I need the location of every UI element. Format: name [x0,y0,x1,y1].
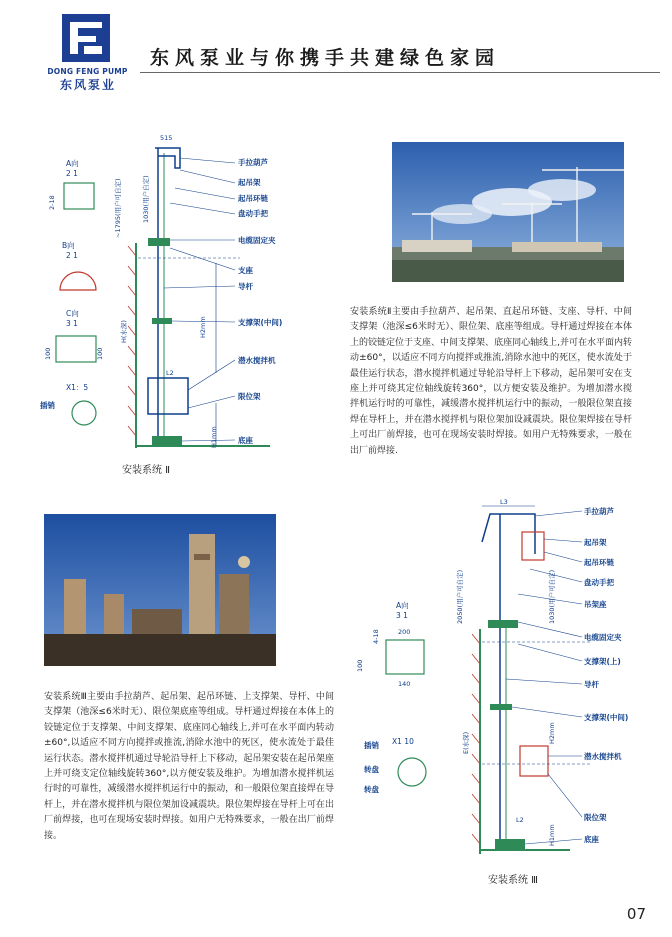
label-lifting-chain: 起吊环链 [238,194,268,203]
dim-h2: H2mm [548,722,556,744]
dim-200: 200 [398,628,411,636]
dim-height-total: ~1795(用户可自定) [114,178,122,238]
dim-l3: L3 [500,498,508,506]
brand-name-cn: 东风泵业 [59,78,116,92]
header-divider [140,72,660,73]
industrial-plant-photo [44,514,276,666]
label-turn-handle: 盘动手把 [238,209,268,218]
view-a: A向 [66,159,79,168]
label-lifting-chain: 起吊环链 [584,558,614,567]
label-mixer: 潜水搅拌机 [238,356,276,365]
label-frame-seat: 吊架座 [584,600,607,609]
brand-name-en: DONG FENG PUMP [47,67,128,76]
view-b: B向 [62,241,75,250]
view-c: C向 [66,309,79,318]
label-cable-clamp: 电缆固定夹 [238,236,276,245]
label-middle-support: 支撑架(中间) [584,713,629,722]
page-slogan: 东风泵业与你携手共建绿色家园 [150,47,501,69]
view-x1: X1 10 [392,737,414,746]
dim-2-18: 2-18 [48,195,56,210]
installation-system-3-drawing [350,494,650,868]
system-2-caption: 安装系统 Ⅱ [122,465,171,476]
dim-c-100b: 100 [96,347,104,360]
label-upper-support: 支撑架(上) [584,657,621,666]
view-b-scale: 2 1 [66,251,78,260]
label-bottom-base: 底座 [238,436,253,445]
system-3-caption: 安装系统 Ⅲ [488,875,539,886]
dim-water-depth: E(水深) [462,731,470,754]
label-guide-rod: 导杆 [238,282,253,291]
label-lifting-frame: 起吊架 [238,178,261,187]
label-hand-hoist: 手拉葫芦 [238,158,268,167]
label-mixer: 潜水搅拌机 [584,752,622,761]
dim-515: 515 [160,134,173,142]
label-limit-frame: 限位架 [584,813,607,822]
label-lifting-frame: 起吊架 [584,538,607,547]
label-guide-rod: 导杆 [584,680,599,689]
dim-1030: 1030(用户可自定) [548,569,556,624]
dim-water-depth: H(水深) [120,320,128,343]
dim-100: 100 [356,659,364,672]
view-a: A向 [396,601,409,610]
label-bottom-base: 底座 [584,835,599,844]
construction-site-photo [392,142,624,282]
label-turn-handle: 盘动手把 [584,578,614,587]
view-x1: X1：5 [66,383,89,392]
label-pin: 插销 [40,401,55,410]
dim-l2: L2 [516,816,524,824]
dim-h2: H2mm [199,316,207,338]
label-limit-frame: 限位架 [238,392,261,401]
installation-system-2-drawing [40,128,340,458]
dim-h1: H1mm [548,824,556,846]
label-hand-hoist: 手拉葫芦 [584,507,614,516]
label-pin: 插销 [364,741,379,750]
wall-hatch [128,246,136,436]
dim-1030: 1030(用户自定) [142,175,150,223]
system-3-description: 安装系统Ⅲ主要由手拉葫芦、起吊架、起吊环链、上支撑架、导杆、中间支撑架（池深≤6米时无）、限位架底座等组成。导杆通过焊接在本体上的铰链定位于支撑架、中间支撑架、底座同心轴线上,并可在水平面内转动±60°,以适应不同方向搅拌或推流,消除水池中的死区，使水流处于最佳运行状态。潜水搅拌机通过导轮沿导杆上下移动，起吊架安装在起吊架座上并可绕支定位轴线旋转360°,以方便安装及维护。为增加潜水搅拌机运行时的可靠性，减缓潜水搅拌机运行中的振动，和一般限位架直接焊在导杆上，并在潜水搅拌机与限位架加设减震块。限位架焊接在导杆上可在出厂前焊接，也可在现场安装时焊接。如用户无特殊要求，一般在出厂前焊接。 [44,692,334,841]
dim-140: 140 [398,680,411,688]
page-number: 07 [626,905,646,923]
view-a-scale: 3 1 [396,611,408,620]
dim-4-18: 4-18 [372,629,380,644]
system-2-description: 安装系统Ⅱ主要由手拉葫芦、起吊架、直起吊环链、支座、导杆、中间支撑架（池深≤6米时无）、限位架、底座等组成。导杆通过焊接在本体上的铰链定位于支座、中间支撑架、底座同心轴线上,并可在水平面内转动±60°，以适应不同方向搅拌或推流,消除水池中的死区，使水流处于最佳运行状态，潜水搅拌机通过导轮沿导杆上下移动，起吊架可安在支座上并可绕其定位轴线旋转360°，以方便安装及维护。为增加潜水搅拌机运行时的可靠性，减缓潜水搅拌机运行中的振动，一般限位架直接焊在导杆上，并在潜水搅拌机与限位架加设减震块。限位架焊接在导杆上可出厂前焊接，也可在现场安装时焊接。如用户无特殊要求，一般在出厂前焊接. [350,307,632,456]
wall-hatch [472,634,480,844]
label-turntable-2: 转盘 [364,785,379,794]
label-support-base: 支座 [238,266,253,275]
dim-h1: H1mm [210,426,218,448]
logo-mark [62,14,110,62]
label-cable-clamp: 电缆固定夹 [584,633,622,642]
view-a-scale: 2 1 [66,169,78,178]
view-c-scale: 3 1 [66,319,78,328]
company-logo [62,14,110,62]
label-turntable: 转盘 [364,765,379,774]
dim-c-100: 100 [44,347,52,360]
dim-height-total: 2050(用户可自定) [456,569,464,624]
label-middle-support: 支撑架(中间) [238,318,283,327]
dim-l2: L2 [166,369,174,377]
